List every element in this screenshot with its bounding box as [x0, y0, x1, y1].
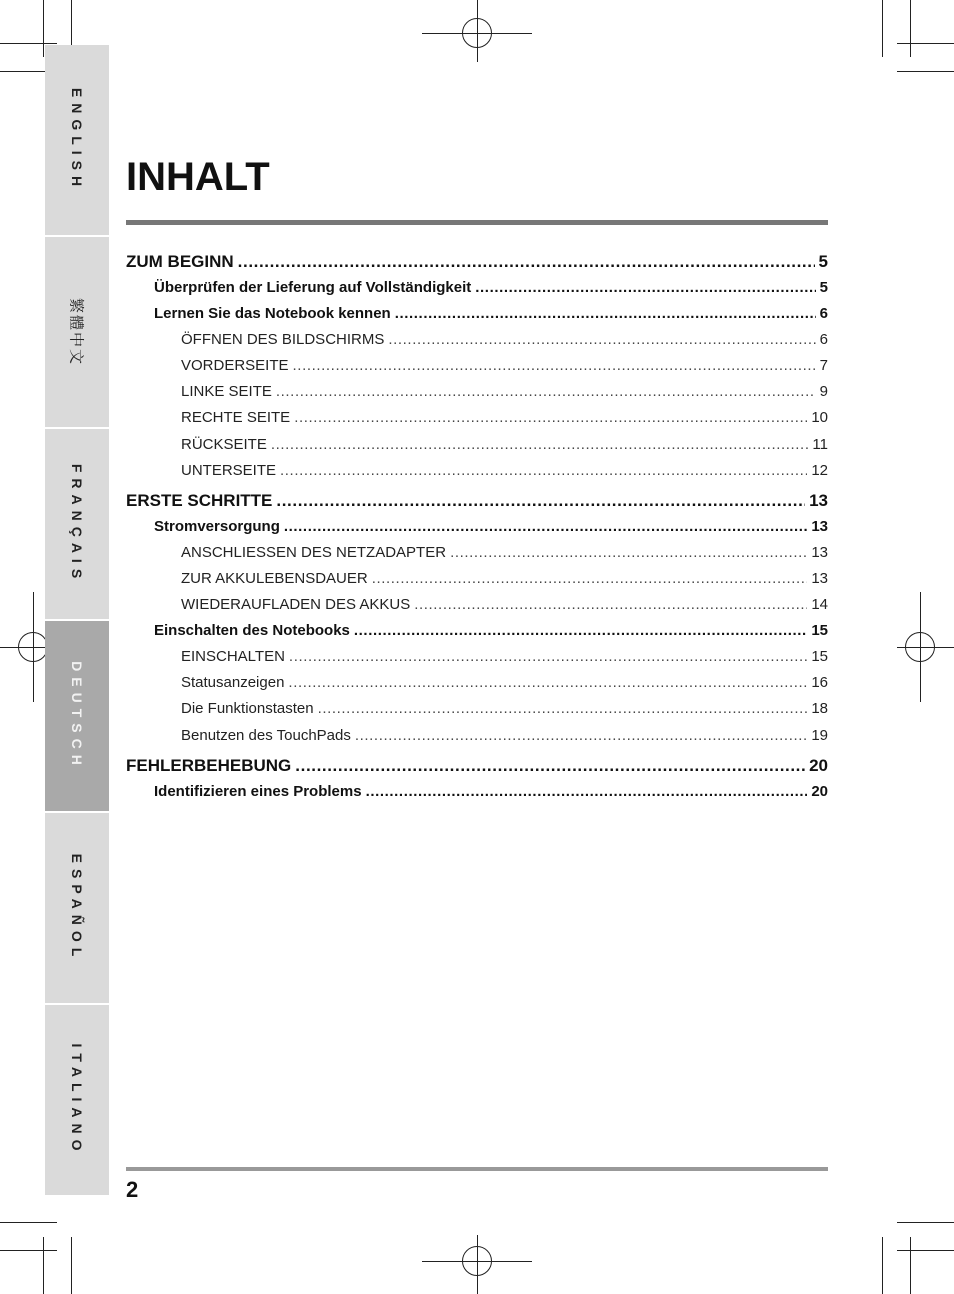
- toc-entry-level-3[interactable]: [126, 436, 828, 462]
- registration-circle: [462, 18, 492, 48]
- crop-mark: [0, 1222, 57, 1223]
- toc-dot-leader: [354, 622, 807, 639]
- toc-entry-level-2[interactable]: [126, 305, 828, 331]
- toc-entry-title: RÜCKSEITE: [181, 435, 267, 453]
- toc-entry-page: 5: [819, 279, 828, 296]
- toc-entry-title: FEHLERBEHEBUNG: [126, 755, 292, 775]
- toc-entry-title: Statusanzeigen: [181, 674, 285, 692]
- toc-entry-title: VORDERSEITE: [181, 357, 289, 375]
- footer-rule: [126, 1167, 828, 1171]
- crop-mark: [0, 1250, 57, 1251]
- tab-label: FRANÇAIS: [69, 463, 85, 585]
- toc-entry-title: ERSTE SCHRITTE: [126, 490, 273, 510]
- toc-entry-level-3[interactable]: [126, 544, 828, 570]
- tab-deutsch[interactable]: [45, 621, 109, 811]
- toc-entry-level-3[interactable]: [126, 383, 828, 409]
- toc-dot-leader: [318, 700, 808, 717]
- page-number: 2: [126, 1177, 139, 1202]
- toc-dot-leader: [238, 252, 815, 272]
- toc-dot-leader: [271, 436, 809, 453]
- toc-entry-page: 19: [811, 726, 828, 744]
- toc-dot-leader: [293, 357, 816, 374]
- crop-mark: [897, 1250, 954, 1251]
- toc-entry-page: 15: [811, 648, 828, 666]
- toc-dot-leader: [289, 648, 807, 665]
- toc-entry-title: ÖFFNEN DES BILDSCHIRMS: [181, 331, 385, 349]
- toc-entry-title: LINKE SEITE: [181, 383, 272, 401]
- crop-mark: [71, 1237, 72, 1294]
- crop-mark: [43, 1237, 44, 1294]
- toc-entry-title: UNTERSEITE: [181, 461, 277, 479]
- toc-entry-title: EINSCHALTEN: [181, 648, 285, 666]
- toc-entry-page: 16: [811, 674, 828, 692]
- tab-espanol[interactable]: [45, 813, 109, 1003]
- title-rule: [126, 220, 828, 225]
- crop-mark: [897, 1222, 954, 1223]
- tab-label: 繁體中文: [67, 297, 85, 367]
- tab-label: ESPAÑOL: [69, 853, 85, 963]
- toc-dot-leader: [395, 305, 816, 322]
- toc-entry-title: ANSCHLIESSEN DES NETZADAPTER: [181, 543, 447, 561]
- toc-entry-level-3[interactable]: [126, 596, 828, 622]
- toc-entry-page: 18: [811, 700, 828, 718]
- toc-entry-level-3[interactable]: [126, 331, 828, 357]
- toc-entry-page: 6: [819, 331, 828, 349]
- toc-entry-level-1[interactable]: [126, 756, 828, 783]
- crop-mark: [882, 0, 883, 57]
- toc-entry-level-2[interactable]: [126, 518, 828, 544]
- crop-mark: [43, 0, 44, 57]
- toc-dot-leader: [414, 596, 807, 613]
- toc-dot-leader: [276, 491, 805, 511]
- toc-entry-level-3[interactable]: [126, 570, 828, 596]
- toc-entry-title: Lernen Sie das Notebook kennen: [154, 305, 391, 323]
- toc-entry-page: 10: [811, 409, 828, 427]
- toc-entry-level-3[interactable]: [126, 727, 828, 753]
- toc-dot-leader: [280, 462, 807, 479]
- toc-entry-title: WIEDERAUFLADEN DES AKKUS: [181, 596, 411, 614]
- toc-entry-page: 5: [818, 252, 828, 271]
- toc-entry-title: RECHTE SEITE: [181, 409, 291, 427]
- toc-entry-level-3[interactable]: [126, 409, 828, 435]
- toc-entry-title: Überprüfen der Lieferung auf Vollständigkeit: [154, 279, 472, 296]
- tab-chinese[interactable]: [45, 237, 109, 427]
- toc-entry-title: Die Funktionstasten: [181, 700, 314, 718]
- toc-entry-page: 11: [812, 435, 828, 453]
- toc-entry-title: ZUM BEGINN: [126, 252, 234, 271]
- toc-entry-page: 20: [811, 782, 828, 800]
- crop-mark: [882, 1237, 883, 1294]
- toc-entry-level-3[interactable]: [126, 357, 828, 383]
- tab-label: DEUTSCH: [69, 661, 85, 771]
- toc-entry-title: Identifizieren eines Problems: [154, 782, 362, 800]
- tab-italiano[interactable]: [45, 1005, 109, 1195]
- toc-entry-page: 14: [811, 596, 828, 614]
- toc-entry-level-2[interactable]: [126, 622, 828, 648]
- toc-dot-leader: [475, 279, 815, 296]
- toc-dot-leader: [295, 756, 805, 776]
- registration-circle: [905, 632, 935, 662]
- toc-entry-page: 13: [811, 569, 828, 587]
- toc-dot-leader: [288, 674, 807, 691]
- tab-label: ENGLISH: [69, 87, 85, 193]
- toc-entry-page: 13: [811, 543, 828, 561]
- toc-entry-title: Stromversorgung: [154, 517, 280, 535]
- language-tabs: [45, 45, 109, 1197]
- toc-entry-title: Einschalten des Notebooks: [154, 622, 350, 640]
- toc-entry-title: ZUR AKKULEBENSDAUER: [181, 569, 368, 587]
- crop-mark: [910, 0, 911, 57]
- toc-entry-level-1[interactable]: [126, 491, 828, 518]
- crop-mark: [897, 43, 954, 44]
- crop-mark: [897, 71, 954, 72]
- page-title: INHALT: [126, 155, 270, 199]
- tab-francais[interactable]: [45, 429, 109, 619]
- tab-label: ITALIANO: [69, 1043, 85, 1157]
- toc-dot-leader: [284, 518, 807, 535]
- registration-circle: [462, 1246, 492, 1276]
- toc-dot-leader: [366, 783, 808, 800]
- toc-entry-page: 9: [819, 383, 828, 401]
- toc-entry-level-1[interactable]: [126, 252, 828, 279]
- toc-entry-page: 12: [811, 461, 828, 479]
- toc-dot-leader: [355, 727, 807, 744]
- toc-entry-level-3[interactable]: [126, 674, 828, 700]
- registration-circle: [18, 632, 48, 662]
- toc-entry-page: 15: [811, 622, 828, 640]
- tab-english[interactable]: [45, 45, 109, 235]
- toc-entry-level-2[interactable]: [126, 279, 828, 305]
- toc-dot-leader: [372, 570, 808, 587]
- toc-dot-leader: [450, 544, 807, 561]
- toc-entry-level-2[interactable]: [126, 783, 828, 809]
- toc-entry-page: 20: [809, 755, 828, 775]
- toc-entry-title: Benutzen des TouchPads: [181, 726, 351, 744]
- toc-entry-level-3[interactable]: [126, 648, 828, 674]
- toc-dot-leader: [276, 383, 816, 400]
- table-of-contents: [126, 252, 828, 809]
- toc-entry-page: 13: [811, 517, 828, 535]
- toc-dot-leader: [294, 409, 807, 426]
- toc-entry-page: 13: [809, 490, 828, 510]
- crop-mark: [0, 43, 57, 44]
- toc-entry-page: 6: [819, 305, 828, 323]
- toc-entry-level-3[interactable]: [126, 700, 828, 726]
- toc-entry-level-3[interactable]: [126, 462, 828, 488]
- crop-mark: [910, 1237, 911, 1294]
- toc-entry-page: 7: [819, 357, 828, 375]
- toc-dot-leader: [388, 331, 815, 348]
